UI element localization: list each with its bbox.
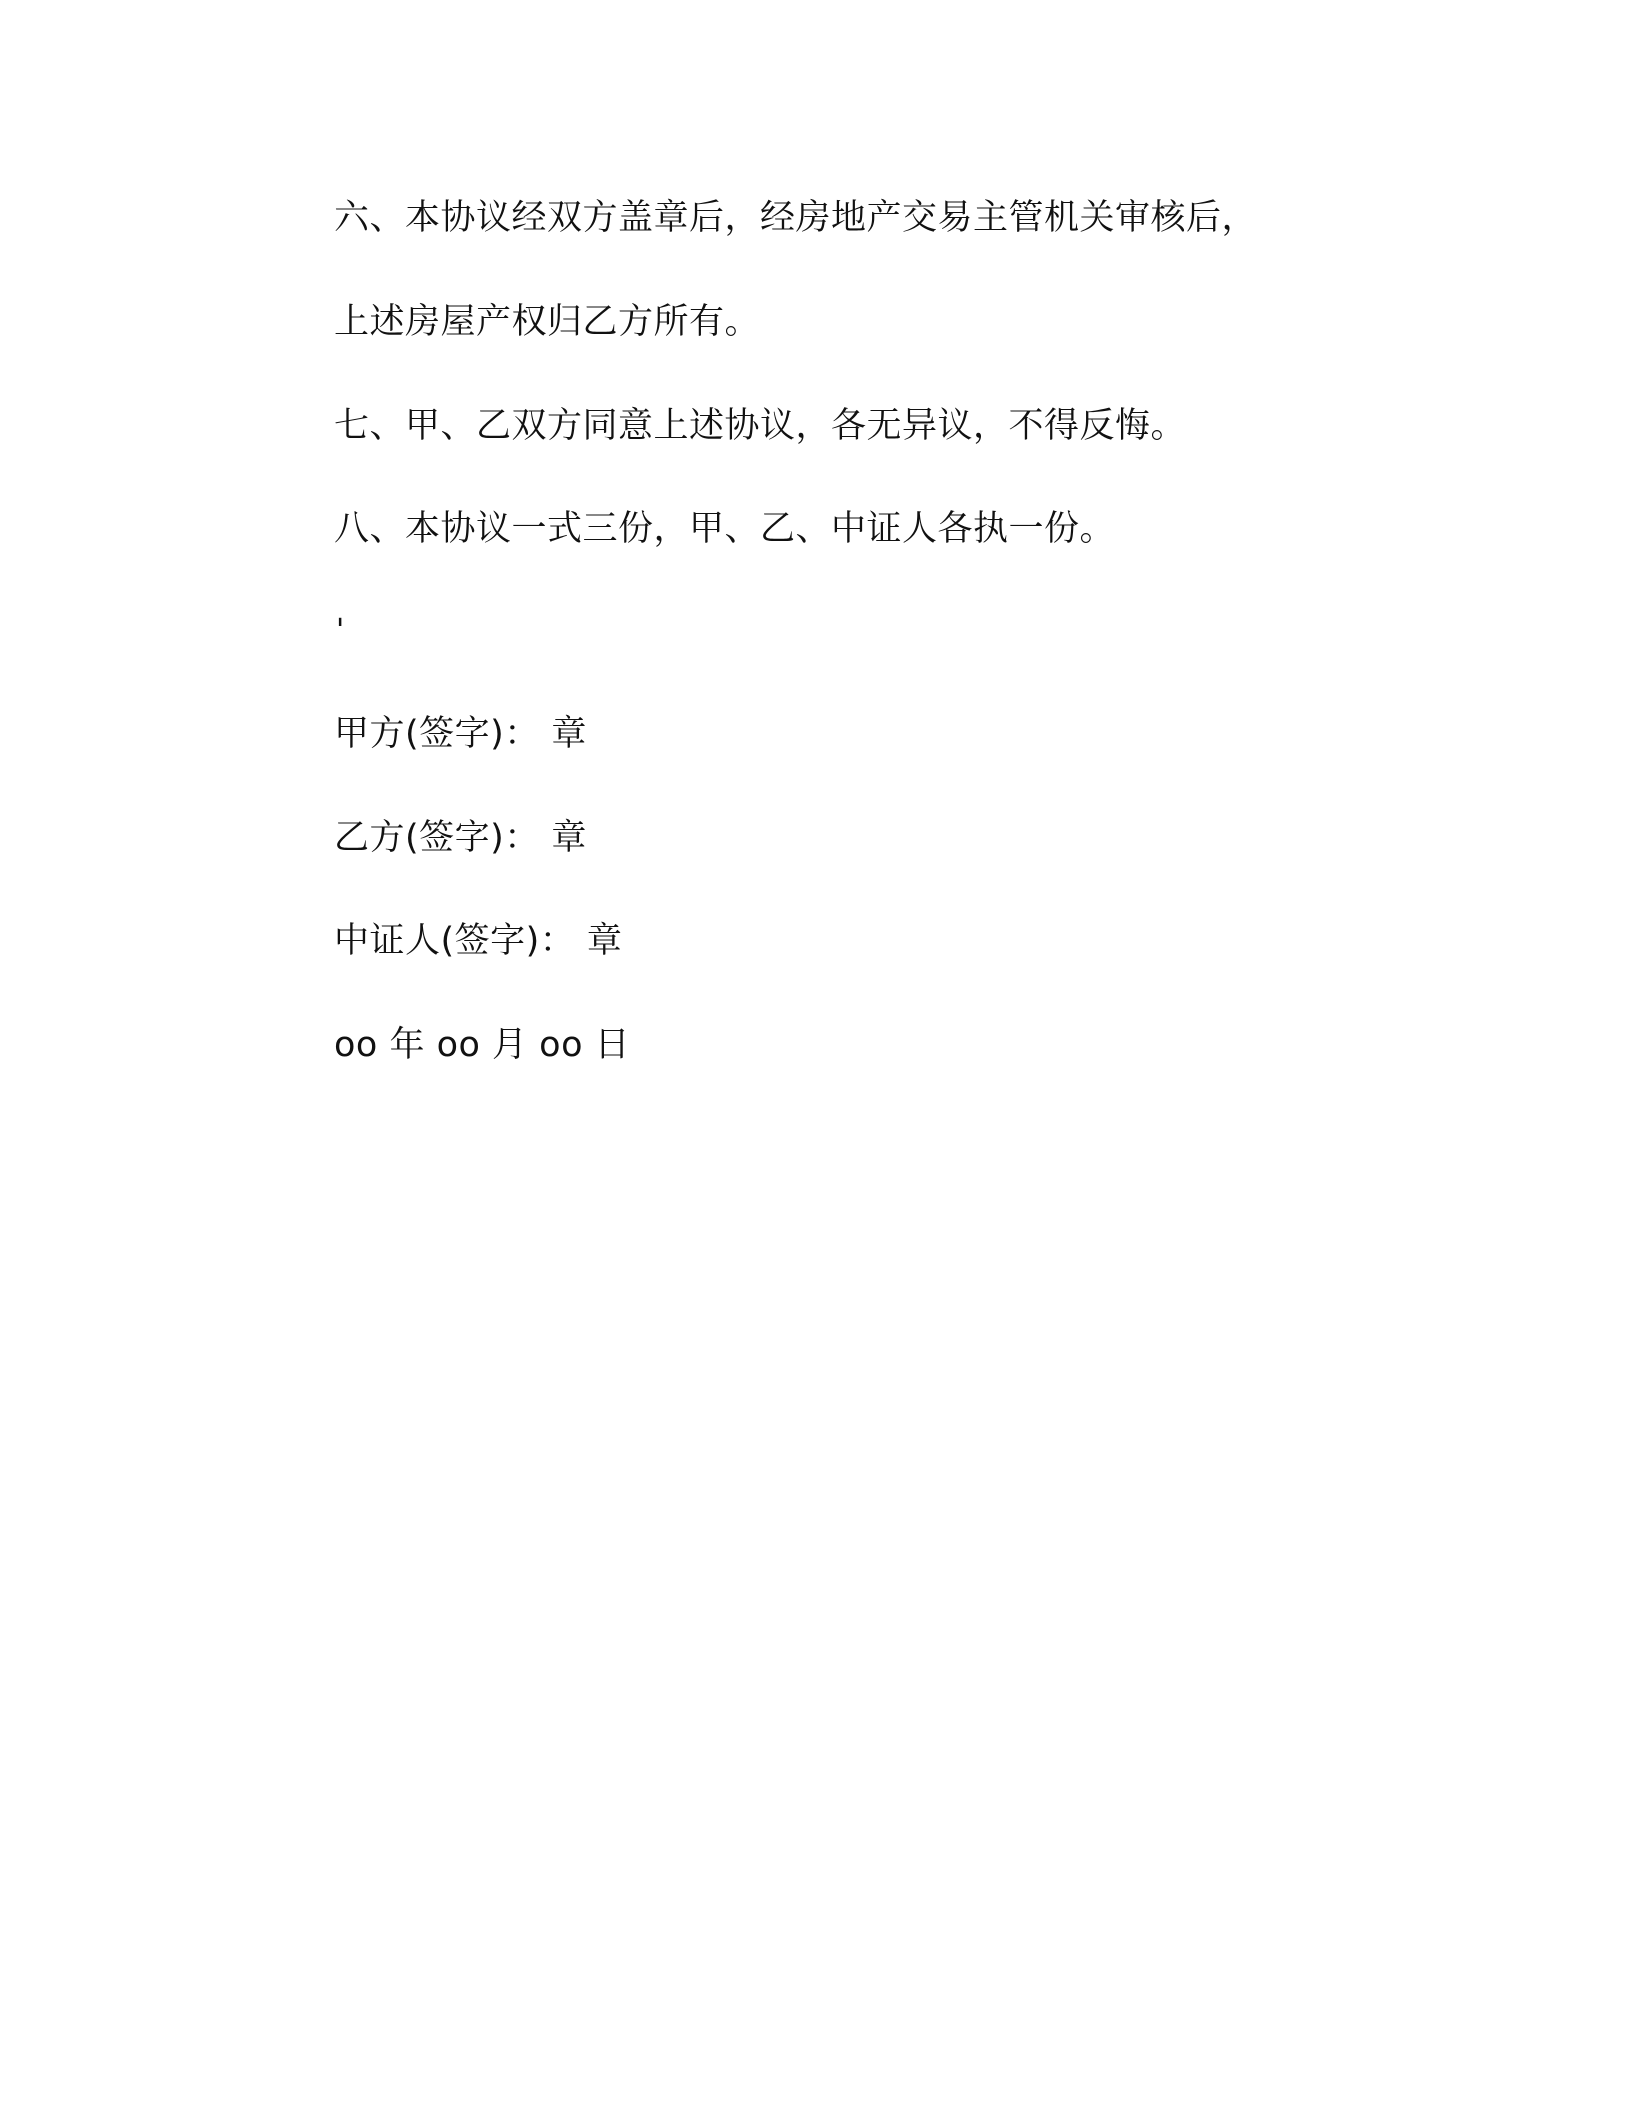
stray-mark: ': [336, 613, 345, 648]
clause-6-line-1: 六、本协议经双方盖章后，经房地产交易主管机关审核后，: [334, 198, 1258, 238]
clause-7: 七、甲、乙双方同意上述协议，各无异议，不得反悔。: [334, 406, 1187, 446]
signature-party-a: 甲方(签字)： 章: [334, 714, 587, 754]
date-line: oo 年 oo 月 oo 日: [334, 1025, 631, 1065]
clause-6-line-2: 上述房屋产权归乙方所有。: [334, 302, 761, 342]
signature-witness: 中证人(签字)： 章: [334, 921, 623, 961]
clause-8: 八、本协议一式三份，甲、乙、中证人各执一份。: [334, 509, 1116, 549]
signature-party-b: 乙方(签字)： 章: [334, 818, 587, 858]
